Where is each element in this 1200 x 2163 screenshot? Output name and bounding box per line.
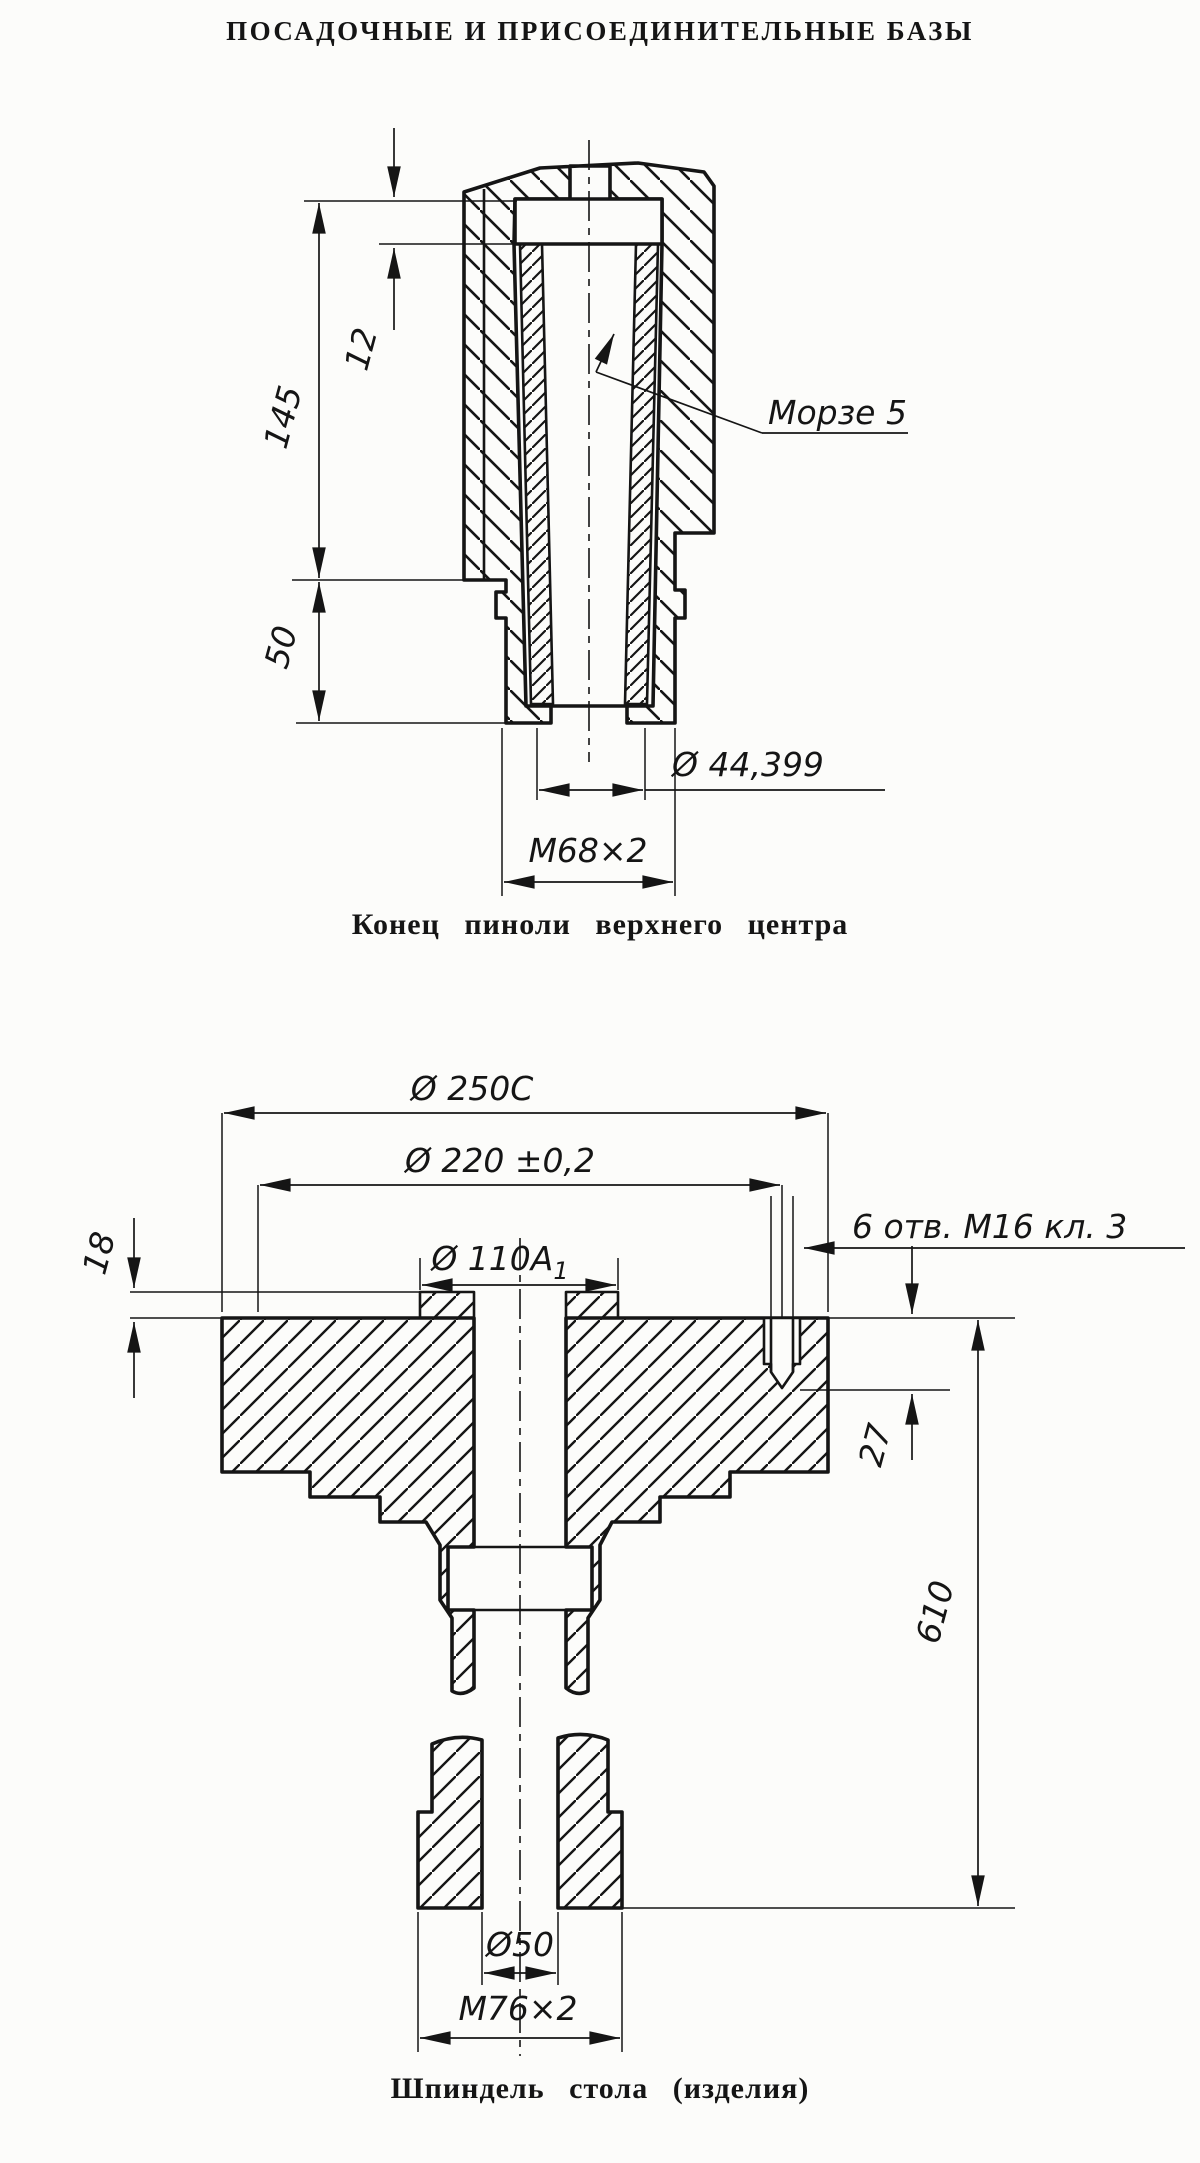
fig2-body-left	[222, 1318, 474, 1693]
dim-50-label: 50	[256, 621, 306, 673]
fig2-holes-note	[771, 1185, 1185, 1318]
dim-d50-label: Ø50	[486, 1925, 554, 1964]
dim-145-label: 145	[255, 381, 310, 453]
dim-18-label: 18	[74, 1227, 124, 1279]
dim-27-label: 27	[850, 1419, 900, 1471]
fig1-dim-145	[256, 203, 484, 580]
dim-12-label: 12	[336, 323, 386, 375]
dim-m68-label: М68×2	[528, 831, 648, 870]
dim-610-label: 610	[907, 1576, 962, 1648]
dim-m76-label: М76×2	[458, 1989, 578, 2028]
holes-note-label: 6 отв. М16 кл. 3	[852, 1207, 1128, 1246]
fig2-nose-right	[558, 1734, 622, 1908]
dim-d44-label: Ø 44,399	[672, 745, 824, 784]
fig1-caption: Конец пиноли верхнего центра	[351, 908, 849, 941]
fig2-boss-left	[420, 1292, 474, 1318]
fig2-dim-d110	[420, 1239, 618, 1290]
page-title: ПОСАДОЧНЫЕ И ПРИСОЕДИНИТЕЛЬНЫЕ БАЗЫ	[226, 16, 974, 46]
fig1-quill-end-drawing	[256, 128, 908, 896]
fig2-table-spindle-drawing	[75, 1069, 1185, 2056]
dim-d220-label: Ø 220 ±0,2	[404, 1141, 596, 1180]
fig1-dim-50	[257, 582, 506, 723]
morse-taper-label: Морзе 5	[768, 393, 907, 432]
dim-d110-label: Ø $110A_1$	[431, 1239, 569, 1285]
fig2-boss-right	[566, 1292, 618, 1318]
fig2-nose-left	[418, 1737, 482, 1908]
dim-d250-label: Ø 250C	[410, 1069, 534, 1108]
fig2-caption: Шпиндель стола (изделия)	[390, 2072, 810, 2105]
fig2-dim-d220	[258, 1141, 780, 1312]
